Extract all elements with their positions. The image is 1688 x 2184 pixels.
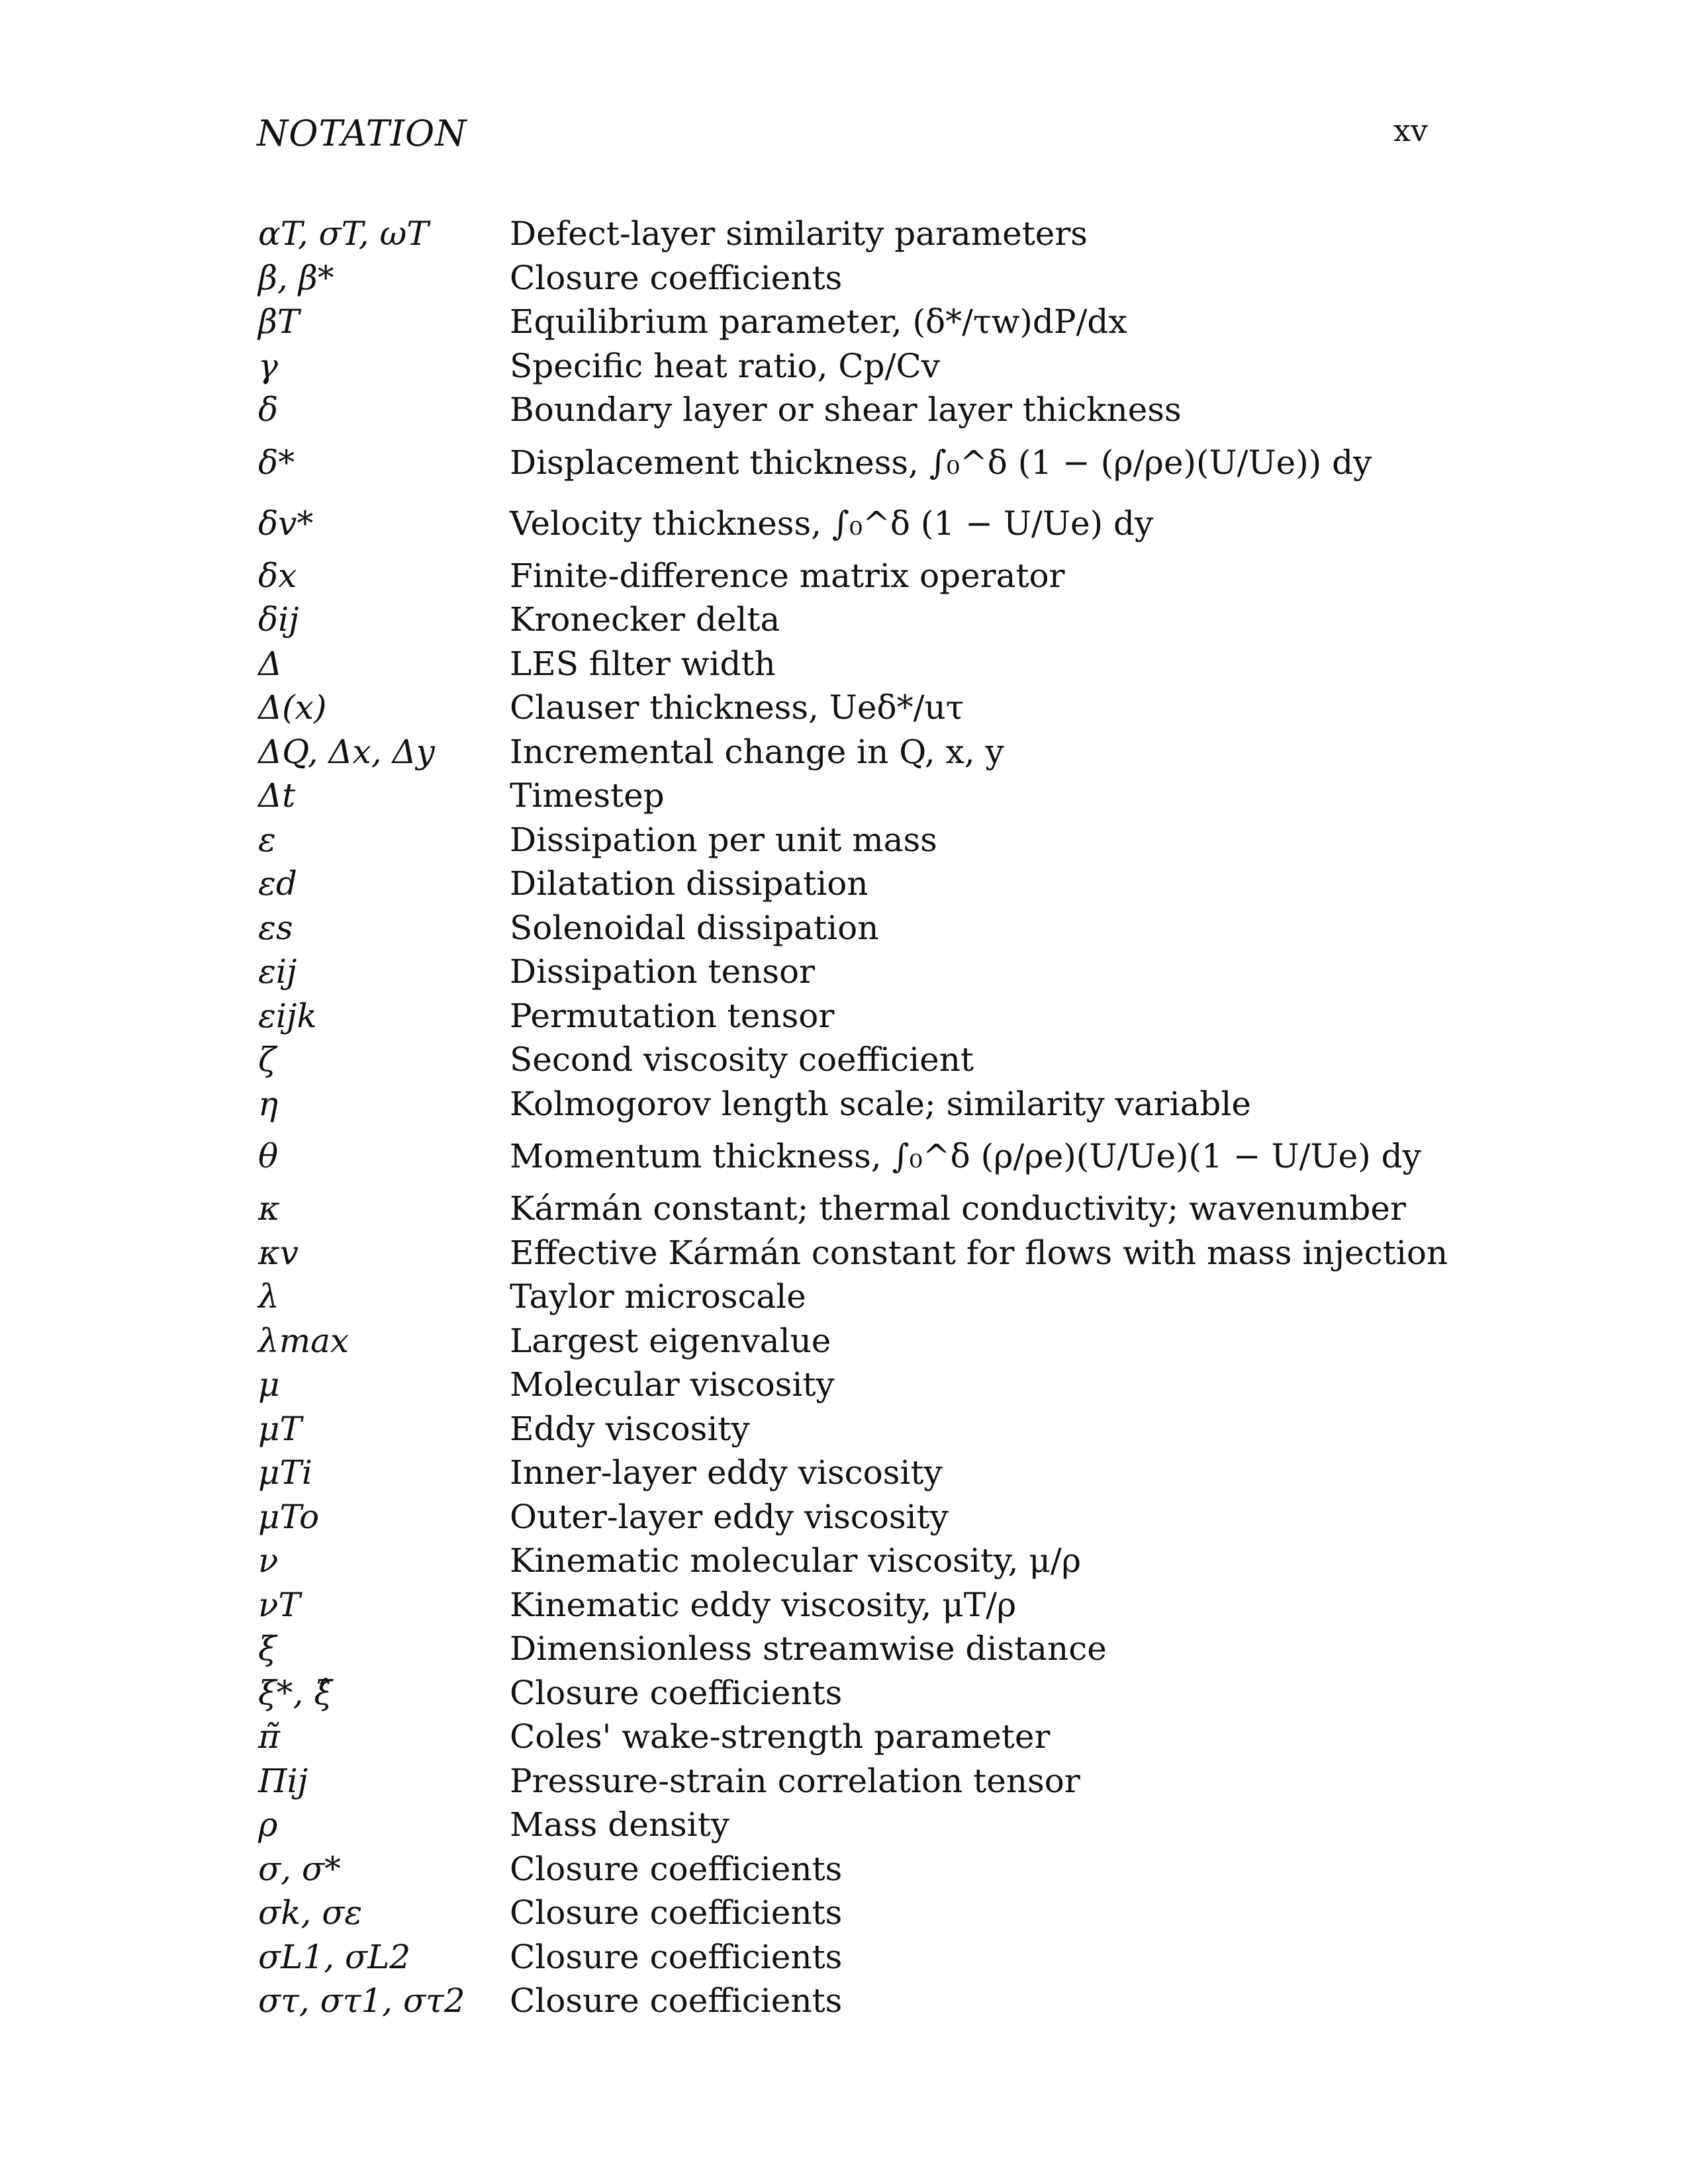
notation-symbol: ξ*, ξ̂ <box>258 1673 332 1712</box>
notation-symbol: δ <box>258 390 279 430</box>
notation-entry <box>258 642 1516 686</box>
notation-description: Molecular viscosity <box>510 1365 835 1404</box>
notation-entry <box>258 1495 1516 1539</box>
notation-symbol: μ <box>258 1365 280 1404</box>
notation-list <box>258 212 1516 2023</box>
notation-symbol: εij <box>258 952 297 991</box>
notation-description: Boundary layer or shear layer thickness <box>510 390 1182 430</box>
notation-entry <box>258 1715 1516 1759</box>
notation-entry <box>258 598 1516 642</box>
notation-description: Outer-layer eddy viscosity <box>510 1497 949 1536</box>
notation-description: Specific heat ratio, Cp/Cv <box>510 346 940 385</box>
notation-entry <box>258 818 1516 862</box>
notation-description: Mass density <box>510 1805 730 1844</box>
notation-entry <box>258 1082 1516 1126</box>
notation-symbol: βT <box>258 302 300 341</box>
notation-symbol: ρ <box>258 1805 278 1844</box>
notation-symbol: στ, στ1, στ2 <box>258 1981 465 2021</box>
notation-description: Inner-layer eddy viscosity <box>510 1453 943 1492</box>
notation-description: Kolmogorov length scale; similarity variable <box>510 1084 1251 1123</box>
notation-description: Second viscosity coefficient <box>510 1040 974 1079</box>
notation-description: Coles' wake-strength parameter <box>510 1717 1051 1756</box>
notation-description: Closure coefficients <box>510 258 843 297</box>
notation-entry <box>258 554 1516 598</box>
notation-entry <box>258 1451 1516 1495</box>
notation-entry <box>258 686 1516 730</box>
notation-symbol: σL1, σL2 <box>258 1937 411 1976</box>
notation-description: LES filter width <box>510 644 776 683</box>
notation-symbol: αT, σT, ωT <box>258 214 429 253</box>
notation-entry <box>258 432 1516 493</box>
notation-description: Dissipation tensor <box>510 952 816 991</box>
notation-entry <box>258 1583 1516 1627</box>
notation-description: Incremental change in Q, x, y <box>510 732 1004 771</box>
notation-entry <box>258 300 1516 344</box>
notation-description: Pressure-strain correlation tensor <box>510 1761 1080 1800</box>
notation-symbol: π̃ <box>258 1717 280 1756</box>
notation-symbol: δij <box>258 600 299 639</box>
notation-symbol: ε <box>258 820 276 859</box>
notation-entry <box>258 950 1516 994</box>
notation-description: Largest eigenvalue <box>510 1321 831 1360</box>
notation-symbol: σ, σ* <box>258 1849 342 1888</box>
notation-description: Closure coefficients <box>510 1893 843 1933</box>
notation-entry <box>258 730 1516 774</box>
notation-description: Finite-difference matrix operator <box>510 556 1065 595</box>
notation-entry <box>258 256 1516 300</box>
notation-description: Dissipation per unit mass <box>510 820 937 859</box>
notation-description: Kronecker delta <box>510 600 780 639</box>
notation-symbol: κ <box>258 1189 280 1228</box>
notation-entry <box>258 344 1516 388</box>
notation-description: Eddy viscosity <box>510 1409 750 1448</box>
notation-description: Timestep <box>510 776 665 815</box>
notation-entry <box>258 1671 1516 1715</box>
notation-entry <box>258 1126 1516 1187</box>
notation-entry <box>258 1803 1516 1847</box>
notation-symbol: μTo <box>258 1497 320 1536</box>
notation-symbol: η <box>258 1084 278 1123</box>
notation-description: Taylor microscale <box>510 1277 806 1316</box>
notation-description: Kinematic eddy viscosity, μT/ρ <box>510 1585 1017 1624</box>
notation-entry <box>258 1935 1516 1979</box>
notation-description: Closure coefficients <box>510 1937 843 1976</box>
notation-symbol: εd <box>258 864 297 903</box>
notation-description: Solenoidal dissipation <box>510 908 879 947</box>
notation-description: Permutation tensor <box>510 996 835 1035</box>
notation-description: Velocity thickness, ∫₀^δ (1 − U/Ue) dy <box>510 504 1154 543</box>
notation-entry <box>258 1847 1516 1891</box>
notation-symbol: νT <box>258 1585 301 1624</box>
notation-description: Closure coefficients <box>510 1981 843 2021</box>
notation-entry <box>258 1539 1516 1583</box>
notation-description: Kinematic molecular viscosity, μ/ρ <box>510 1541 1082 1580</box>
notation-entry <box>258 1627 1516 1671</box>
notation-entry <box>258 1231 1516 1275</box>
notation-entry <box>258 906 1516 950</box>
notation-description: Displacement thickness, ∫₀^δ (1 − (ρ/ρe)(U/Ue)) dy <box>510 443 1372 482</box>
notation-description: Closure coefficients <box>510 1849 843 1888</box>
notation-symbol: Δ(x) <box>258 688 327 727</box>
notation-symbol: δv* <box>258 504 314 543</box>
notation-symbol: β, β* <box>258 258 334 297</box>
notation-description: Dilatation dissipation <box>510 864 868 903</box>
notation-entry <box>258 388 1516 432</box>
notation-entry <box>258 493 1516 554</box>
notation-symbol: ζ <box>258 1040 277 1079</box>
notation-symbol: ξ <box>258 1629 277 1668</box>
notation-entry <box>258 1363 1516 1407</box>
notation-symbol: λmax <box>258 1321 350 1360</box>
notation-description: Dimensionless streamwise distance <box>510 1629 1107 1668</box>
notation-description: Kármán constant; thermal conductivity; wavenumber <box>510 1189 1406 1228</box>
notation-symbol: Δ <box>258 644 283 683</box>
notation-entry <box>258 862 1516 906</box>
running-head: NOTATION <box>257 113 467 154</box>
notation-entry <box>258 1319 1516 1363</box>
notation-symbol: Δt <box>258 776 296 815</box>
notation-description: Closure coefficients <box>510 1673 843 1712</box>
notation-symbol: γ <box>258 346 278 385</box>
notation-description: Effective Kármán constant for flows with mass injection <box>510 1233 1448 1272</box>
notation-entry <box>258 1759 1516 1803</box>
notation-description: Equilibrium parameter, (δ*/τw)dP/dx <box>510 302 1127 341</box>
notation-entry <box>258 1187 1516 1231</box>
notation-symbol: μTi <box>258 1453 312 1492</box>
notation-symbol: δx <box>258 556 297 595</box>
notation-entry <box>258 1979 1516 2023</box>
notation-symbol: θ <box>258 1137 279 1175</box>
notation-description: Clauser thickness, Ueδ*/uτ <box>510 688 964 727</box>
notation-symbol: ΔQ, Δx, Δy <box>258 732 435 771</box>
notation-symbol: κv <box>258 1233 299 1272</box>
notation-entry <box>258 1038 1516 1082</box>
notation-symbol: Πij <box>258 1761 308 1800</box>
notation-symbol: δ* <box>258 443 295 482</box>
notation-entry <box>258 1891 1516 1935</box>
notation-symbol: σk, σε <box>258 1893 363 1933</box>
notation-entry <box>258 774 1516 818</box>
notation-symbol: ν <box>258 1541 279 1580</box>
notation-entry <box>258 994 1516 1038</box>
notation-symbol: εs <box>258 908 293 947</box>
notation-symbol: λ <box>258 1277 279 1316</box>
notation-entry <box>258 1407 1516 1451</box>
notation-symbol: εijk <box>258 996 317 1035</box>
notation-entry <box>258 212 1516 256</box>
page-number: xv <box>1393 113 1428 148</box>
notation-symbol: μT <box>258 1409 302 1448</box>
notation-description: Momentum thickness, ∫₀^δ (ρ/ρe)(U/Ue)(1 − U/Ue) dy <box>510 1137 1421 1175</box>
notation-description: Defect-layer similarity parameters <box>510 214 1088 253</box>
notation-entry <box>258 1275 1516 1319</box>
